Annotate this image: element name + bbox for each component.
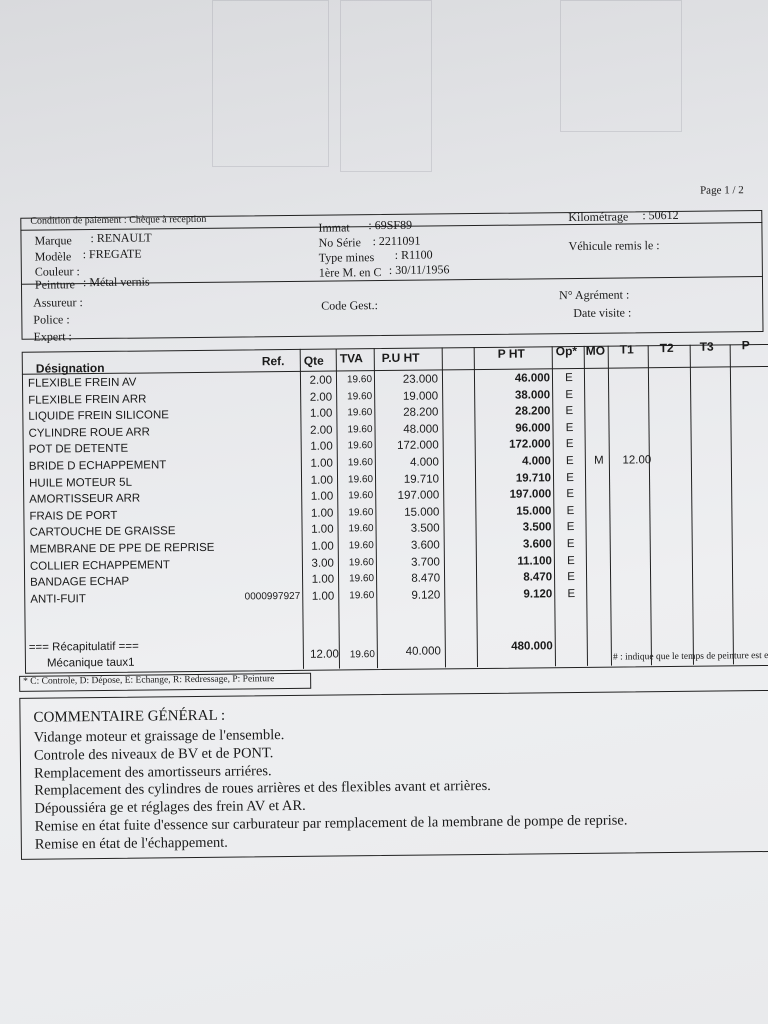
mine-type-value: : R1100 <box>394 247 433 262</box>
cell-pu: 48.000 <box>403 423 439 436</box>
brand-value: : RENAULT <box>90 230 152 246</box>
cell-qte: 1.00 <box>310 490 334 503</box>
col-t1: T1 <box>619 342 634 357</box>
comment-line: Remplacement des amortisseurs arriéres. <box>34 762 272 782</box>
cell-op: E <box>565 372 573 385</box>
cell-designation: MEMBRANE DE PPE DE REPRISE <box>29 541 215 556</box>
recap-tva: 19.60 <box>349 649 375 661</box>
cell-pu: 8.470 <box>411 572 441 585</box>
code-gest-label: Code Gest.: <box>321 298 378 313</box>
cell-qte: 2.00 <box>309 391 333 404</box>
cell-op: E <box>566 471 574 484</box>
cell-pu: 3.700 <box>411 556 440 569</box>
cell-qte: 1.00 <box>310 457 333 470</box>
recap-qte: 12.00 <box>310 648 339 661</box>
cell-pu: 3.600 <box>410 539 440 552</box>
cell-tva: 19.60 <box>346 374 373 386</box>
cell-qte: 1.00 <box>310 474 334 487</box>
cell-pu: 23.000 <box>402 373 439 386</box>
cell-designation: FLEXIBLE FREIN AV <box>27 376 137 390</box>
cell-pht: 19.710 <box>515 471 552 485</box>
cell-op: E <box>566 554 575 567</box>
cell-pu: 197.000 <box>397 489 440 503</box>
cell-ref <box>238 574 300 575</box>
cell-designation: BANDAGE ECHAP <box>30 575 130 589</box>
col-designation: Désignation <box>35 360 105 376</box>
col-op: Op* <box>555 343 578 359</box>
payment-condition: Condition de paiement : Chèque à reception <box>30 213 207 227</box>
cell-qte: 2.00 <box>310 424 333 437</box>
cell-qte: 1.00 <box>311 590 335 603</box>
cell-tva: 19.60 <box>347 440 373 452</box>
page-number: Page 1 / 2 <box>699 184 744 197</box>
cell-ref <box>238 541 300 542</box>
comment-line: Remplacement des cylindres de roues arrières et des flexibles avant et arrières. <box>34 778 491 800</box>
col-tva: TVA <box>339 351 363 366</box>
cell-ref <box>237 508 299 509</box>
recap-total: 480.000 <box>511 640 553 653</box>
cell-designation: COLLIER ECHAPPEMENT <box>29 558 170 573</box>
agreement-label: N° Agrément : <box>559 287 630 303</box>
col-pu-ht: P.U HT <box>381 350 420 366</box>
cell-qte: 1.00 <box>311 540 334 553</box>
paint-value: : Métal vernis <box>82 274 150 290</box>
insurer-label: Assureur : <box>33 295 83 310</box>
cell-tva: 19.60 <box>347 390 373 402</box>
cell-designation: HUILE MOTEUR 5L <box>28 476 133 490</box>
cell-t1: 12.00 <box>622 454 652 467</box>
brand-field: Marque <box>34 233 72 248</box>
cell-op: E <box>567 571 575 584</box>
cell-tva: 19.60 <box>347 473 374 485</box>
cell-qte: 3.00 <box>311 557 334 570</box>
col-mo: MO <box>585 343 606 358</box>
cell-pu: 4.000 <box>410 456 439 469</box>
cell-mo: M <box>593 454 604 467</box>
cell-designation: POT DE DETENTE <box>28 443 129 457</box>
cell-pht: 15.000 <box>516 505 552 518</box>
paint-label: Peinture <box>34 277 76 292</box>
comment-line: Vidange moteur et graissage de l'ensemble. <box>33 727 285 746</box>
color-label: Couleur : <box>34 264 80 279</box>
cell-op: E <box>566 488 575 501</box>
cell-tva: 19.60 <box>348 556 374 568</box>
comment-line: Remise en état fuite d'essence sur carburateur par remplacement de la membrane de pompe de reprise. <box>34 812 628 835</box>
cell-pht: 4.000 <box>522 455 551 468</box>
visit-date-label: Date visite : <box>573 305 632 321</box>
cell-op: E <box>565 388 574 401</box>
cell-op: E <box>566 538 575 551</box>
registration-label: Immat <box>318 220 350 235</box>
cell-pu: 28.200 <box>403 406 439 419</box>
cell-pht: 8.470 <box>523 571 553 584</box>
cell-designation: CYLINDRE ROUE ARR <box>28 426 151 440</box>
cell-op: E <box>565 421 574 434</box>
cell-tva: 19.60 <box>348 523 374 535</box>
cell-tva: 19.60 <box>347 423 373 436</box>
cell-op: E <box>567 587 576 600</box>
first-registration-value: : 30/11/1956 <box>388 262 450 277</box>
cell-designation: AMORTISSEUR ARR <box>29 492 141 506</box>
model-value: : FREGATE <box>82 246 142 262</box>
cell-pht: 172.000 <box>509 438 551 452</box>
cell-pu: 9.120 <box>411 589 441 602</box>
cell-tva: 19.60 <box>348 506 374 519</box>
cell-ref <box>238 557 300 558</box>
cell-op: E <box>565 438 574 451</box>
recap-pu: 40.000 <box>405 645 441 658</box>
cell-op: E <box>566 521 575 534</box>
cell-op: E <box>566 504 575 517</box>
cell-pht: 9.120 <box>523 588 553 601</box>
cell-ref <box>237 491 299 492</box>
cell-pht: 197.000 <box>509 488 552 501</box>
comment-line: Dépoussiéra ge et réglages des frein AV et AR. <box>34 798 306 817</box>
mileage-label: Kilométrage <box>568 209 629 225</box>
cell-ref <box>238 524 300 525</box>
serial-label: No Série <box>318 235 361 250</box>
cell-ref <box>236 375 298 376</box>
col-p-ht: P HT <box>497 346 525 361</box>
cell-pu: 172.000 <box>397 439 439 453</box>
cell-tva: 19.60 <box>347 407 373 419</box>
col-qte: Qte <box>303 353 324 368</box>
cell-qte: 2.00 <box>309 374 333 387</box>
cell-pht: 46.000 <box>514 372 551 385</box>
cell-designation: CARTOUCHE DE GRAISSE <box>29 525 176 540</box>
cell-ref <box>236 391 298 392</box>
col-ref: Ref. <box>261 354 285 369</box>
cell-pu: 19.000 <box>402 390 439 403</box>
serial-value: : 2211091 <box>372 233 421 249</box>
col-t2: T2 <box>659 340 674 356</box>
cell-designation: FLEXIBLE FREIN ARR <box>28 393 147 407</box>
cell-pu: 19.710 <box>403 473 440 486</box>
cell-designation: LIQUIDE FREIN SILICONE <box>28 409 170 423</box>
policy-label: Police : <box>33 312 70 327</box>
vehicle-returned-label: Véhicule remis le : <box>568 238 660 254</box>
mine-type-label: Type mines <box>318 250 375 265</box>
cell-op: E <box>565 455 574 468</box>
cell-ref <box>237 441 299 442</box>
cell-qte: 1.00 <box>310 440 333 454</box>
cell-qte: 1.00 <box>310 507 334 520</box>
cell-tva: 19.60 <box>348 490 374 502</box>
cell-pht: 38.000 <box>514 388 551 402</box>
cell-designation: FRAIS DE PORT <box>29 509 118 523</box>
recap-title: === Récapitulatif === <box>28 640 139 654</box>
cell-pht: 3.600 <box>522 538 552 551</box>
cell-tva: 19.60 <box>347 457 373 469</box>
cell-pht: 96.000 <box>515 422 551 435</box>
cell-ref: 0000997927 <box>244 590 301 603</box>
cell-ref <box>236 408 298 409</box>
cell-tva: 19.60 <box>349 589 375 602</box>
cell-pu: 3.500 <box>410 522 440 536</box>
cell-ref <box>237 458 299 459</box>
cell-pu: 15.000 <box>404 506 440 519</box>
registration-value: : 69SF89 <box>368 217 413 233</box>
cell-qte: 1.00 <box>311 573 335 586</box>
cell-designation: BRIDE D ECHAPPEMENT <box>28 459 167 473</box>
cell-qte: 1.00 <box>309 407 333 420</box>
col-p: P <box>741 338 750 353</box>
cell-op: E <box>565 405 574 418</box>
comment-line: Controle des niveaux de BV et de PONT. <box>33 744 274 764</box>
first-registration-label: 1ère M. en C <box>318 265 382 280</box>
col-t3: T3 <box>699 339 714 354</box>
mileage-value: : 50612 <box>642 207 679 223</box>
cell-pht: 11.100 <box>517 554 552 568</box>
expert-label: Expert : <box>33 329 72 344</box>
cell-designation: ANTI-FUIT <box>30 592 86 606</box>
cell-pht: 28.200 <box>515 405 551 418</box>
comment-line: Remise en état de l'échappement. <box>34 834 228 853</box>
cell-tva: 19.60 <box>348 540 374 552</box>
model-label: Modèle <box>34 249 72 264</box>
cell-ref <box>236 425 298 426</box>
cell-ref <box>237 474 299 475</box>
comment-title: COMMENTAIRE GÉNÉRAL : <box>33 707 226 726</box>
cell-qte: 1.00 <box>311 523 334 537</box>
cell-tva: 19.60 <box>348 573 375 585</box>
cell-pht: 3.500 <box>522 521 552 534</box>
paint-time-note: # : indique que le temps de peinture est e <box>612 650 768 663</box>
operation-legend: * C: Controle, D: Dépose, E: Echange, R: Redressage, P: Peinture <box>23 674 275 687</box>
recap-label: Mécanique taux1 <box>46 656 135 670</box>
